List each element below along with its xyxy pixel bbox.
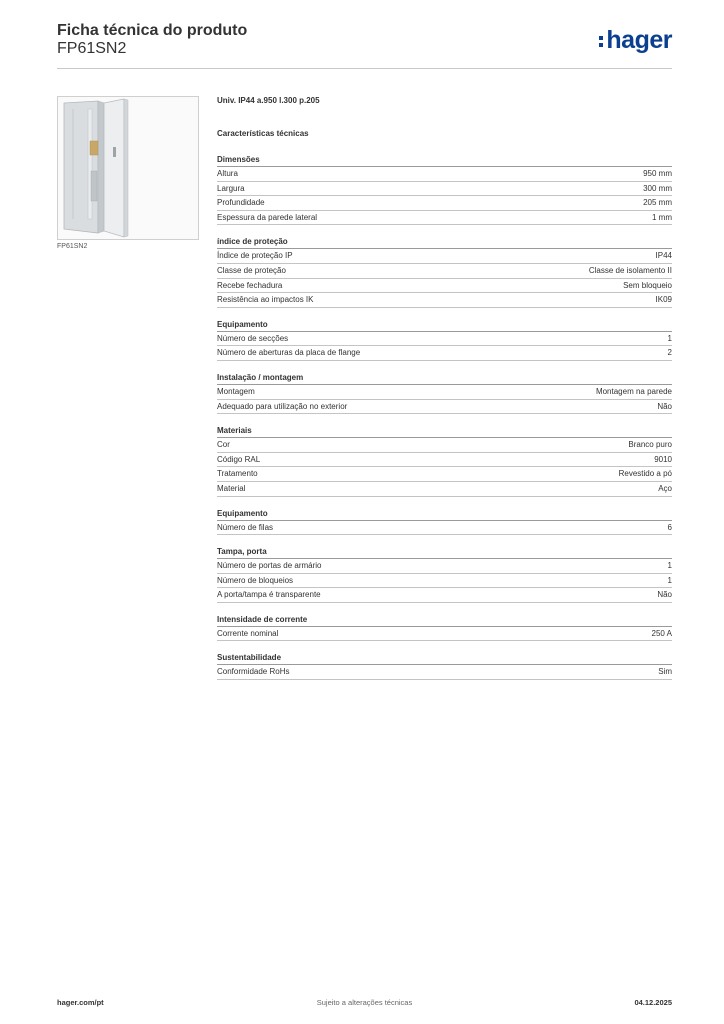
spec-row — [217, 385, 672, 400]
spec-label: Número de aberturas da placa de flange — [217, 348, 361, 358]
spec-row — [217, 332, 672, 347]
spec-row — [217, 665, 672, 680]
spec-value: Não — [657, 401, 672, 411]
technical-characteristics-heading: Características técnicas — [217, 129, 309, 138]
section-title: Sustentabilidade — [217, 652, 672, 665]
spec-row — [217, 293, 672, 308]
image-caption: FP61SN2 — [57, 243, 88, 250]
spec-value: Sim — [658, 667, 672, 677]
document-title: Ficha técnica do produto — [57, 22, 248, 39]
spec-value: Aço — [658, 483, 672, 493]
logo-dots-icon — [599, 36, 603, 50]
section-title: Instalação / montagem — [217, 372, 672, 385]
spec-label: Material — [217, 483, 246, 493]
spec-row — [217, 249, 672, 264]
spec-value: Montagem na parede — [595, 386, 672, 396]
spec-section — [217, 614, 672, 642]
spec-section — [217, 425, 672, 496]
spec-value: 1 — [667, 333, 672, 343]
spec-label: A porta/tampa é transparente — [217, 590, 321, 600]
spec-section — [217, 372, 672, 414]
spec-row — [217, 627, 672, 642]
spec-row — [217, 346, 672, 361]
spec-label: Altura — [217, 169, 238, 178]
spec-label: Tratamento — [217, 469, 258, 479]
spec-label: Índice de proteção IP — [217, 251, 293, 261]
spec-section — [217, 154, 672, 225]
spec-row — [217, 482, 672, 497]
section-title: Tampa, porta — [217, 546, 672, 559]
spec-row — [217, 211, 672, 226]
spec-value: Revestido a pó — [618, 469, 672, 479]
spec-value: IK09 — [655, 295, 672, 305]
spec-value: 1 — [667, 561, 672, 571]
spec-label: Adequado para utilização no exterior — [217, 401, 348, 411]
specifications — [217, 96, 672, 680]
spec-value: Sem bloqueio — [623, 280, 672, 290]
spec-value: 6 — [667, 522, 672, 532]
spec-label: Largura — [217, 183, 245, 193]
spec-section — [217, 319, 672, 361]
spec-label: Montagem — [217, 386, 255, 396]
spec-value: 205 mm — [643, 198, 672, 208]
hager-logo — [606, 28, 672, 53]
spec-value: 300 mm — [643, 183, 672, 193]
spec-row — [217, 279, 672, 294]
spec-row — [217, 559, 672, 574]
spec-label: Espessura da parede lateral — [217, 212, 318, 222]
spec-value: 9010 — [654, 454, 672, 464]
spec-row — [217, 521, 672, 536]
section-title: Intensidade de corrente — [217, 614, 672, 627]
footer-notice: Sujeito a alterações técnicas — [316, 998, 413, 1007]
spec-label: Recebe fechadura — [217, 280, 283, 290]
product-code: FP61SN2 — [57, 40, 127, 57]
spec-row — [217, 182, 672, 197]
spec-value: 250 A — [651, 628, 672, 638]
spec-label: Classe de proteção — [217, 265, 286, 275]
section-title: Dimensões — [217, 154, 672, 167]
spec-label: Número de secções — [217, 333, 289, 343]
spec-sections — [217, 154, 672, 680]
spec-label: Número de filas — [217, 522, 274, 532]
spec-row — [217, 574, 672, 589]
footer-date: 04.12.2025 — [634, 998, 672, 1007]
spec-value: 1 mm — [652, 212, 672, 222]
spec-label: Profundidade — [217, 198, 265, 208]
spec-value: 1 — [667, 575, 672, 585]
spec-section — [217, 546, 672, 603]
spec-row — [217, 453, 672, 468]
spec-section — [217, 652, 672, 680]
spec-row — [217, 400, 672, 415]
spec-row — [217, 467, 672, 482]
spec-row — [217, 167, 672, 182]
spec-label: Número de bloqueios — [217, 575, 294, 585]
spec-value: IP44 — [655, 251, 672, 261]
section-title: Materiais — [217, 425, 672, 438]
spec-label: Código RAL — [217, 454, 261, 464]
spec-value: Não — [657, 590, 672, 600]
spec-label: Corrente nominal — [217, 628, 279, 638]
spec-row — [217, 588, 672, 603]
spec-value: Branco puro — [628, 440, 672, 450]
spec-row — [217, 196, 672, 211]
spec-label: Resistência ao impactos IK — [217, 295, 314, 305]
section-title: Equipamento — [217, 319, 672, 332]
product-image — [57, 96, 199, 240]
section-title: Equipamento — [217, 508, 672, 521]
spec-label: Conformidade RoHs — [217, 667, 290, 677]
spec-row — [217, 438, 672, 453]
spec-section — [217, 508, 672, 536]
spec-label: Cor — [217, 440, 230, 450]
spec-section — [217, 236, 672, 307]
logo-text: hager — [606, 26, 672, 54]
spec-value: Classe de isolamento II — [588, 265, 672, 275]
section-title: índice de proteção — [217, 236, 672, 249]
spec-label: Número de portas de armário — [217, 561, 322, 571]
spec-row — [217, 264, 672, 279]
cabinet-illustration-icon — [58, 97, 198, 239]
page-header — [57, 20, 672, 69]
spec-value: 950 mm — [643, 169, 672, 178]
spec-value: 2 — [667, 348, 672, 358]
product-description: Univ. IP44 a.950 l.300 p.205 — [217, 96, 320, 105]
footer-website[interactable]: hager.com/pt — [57, 998, 104, 1007]
